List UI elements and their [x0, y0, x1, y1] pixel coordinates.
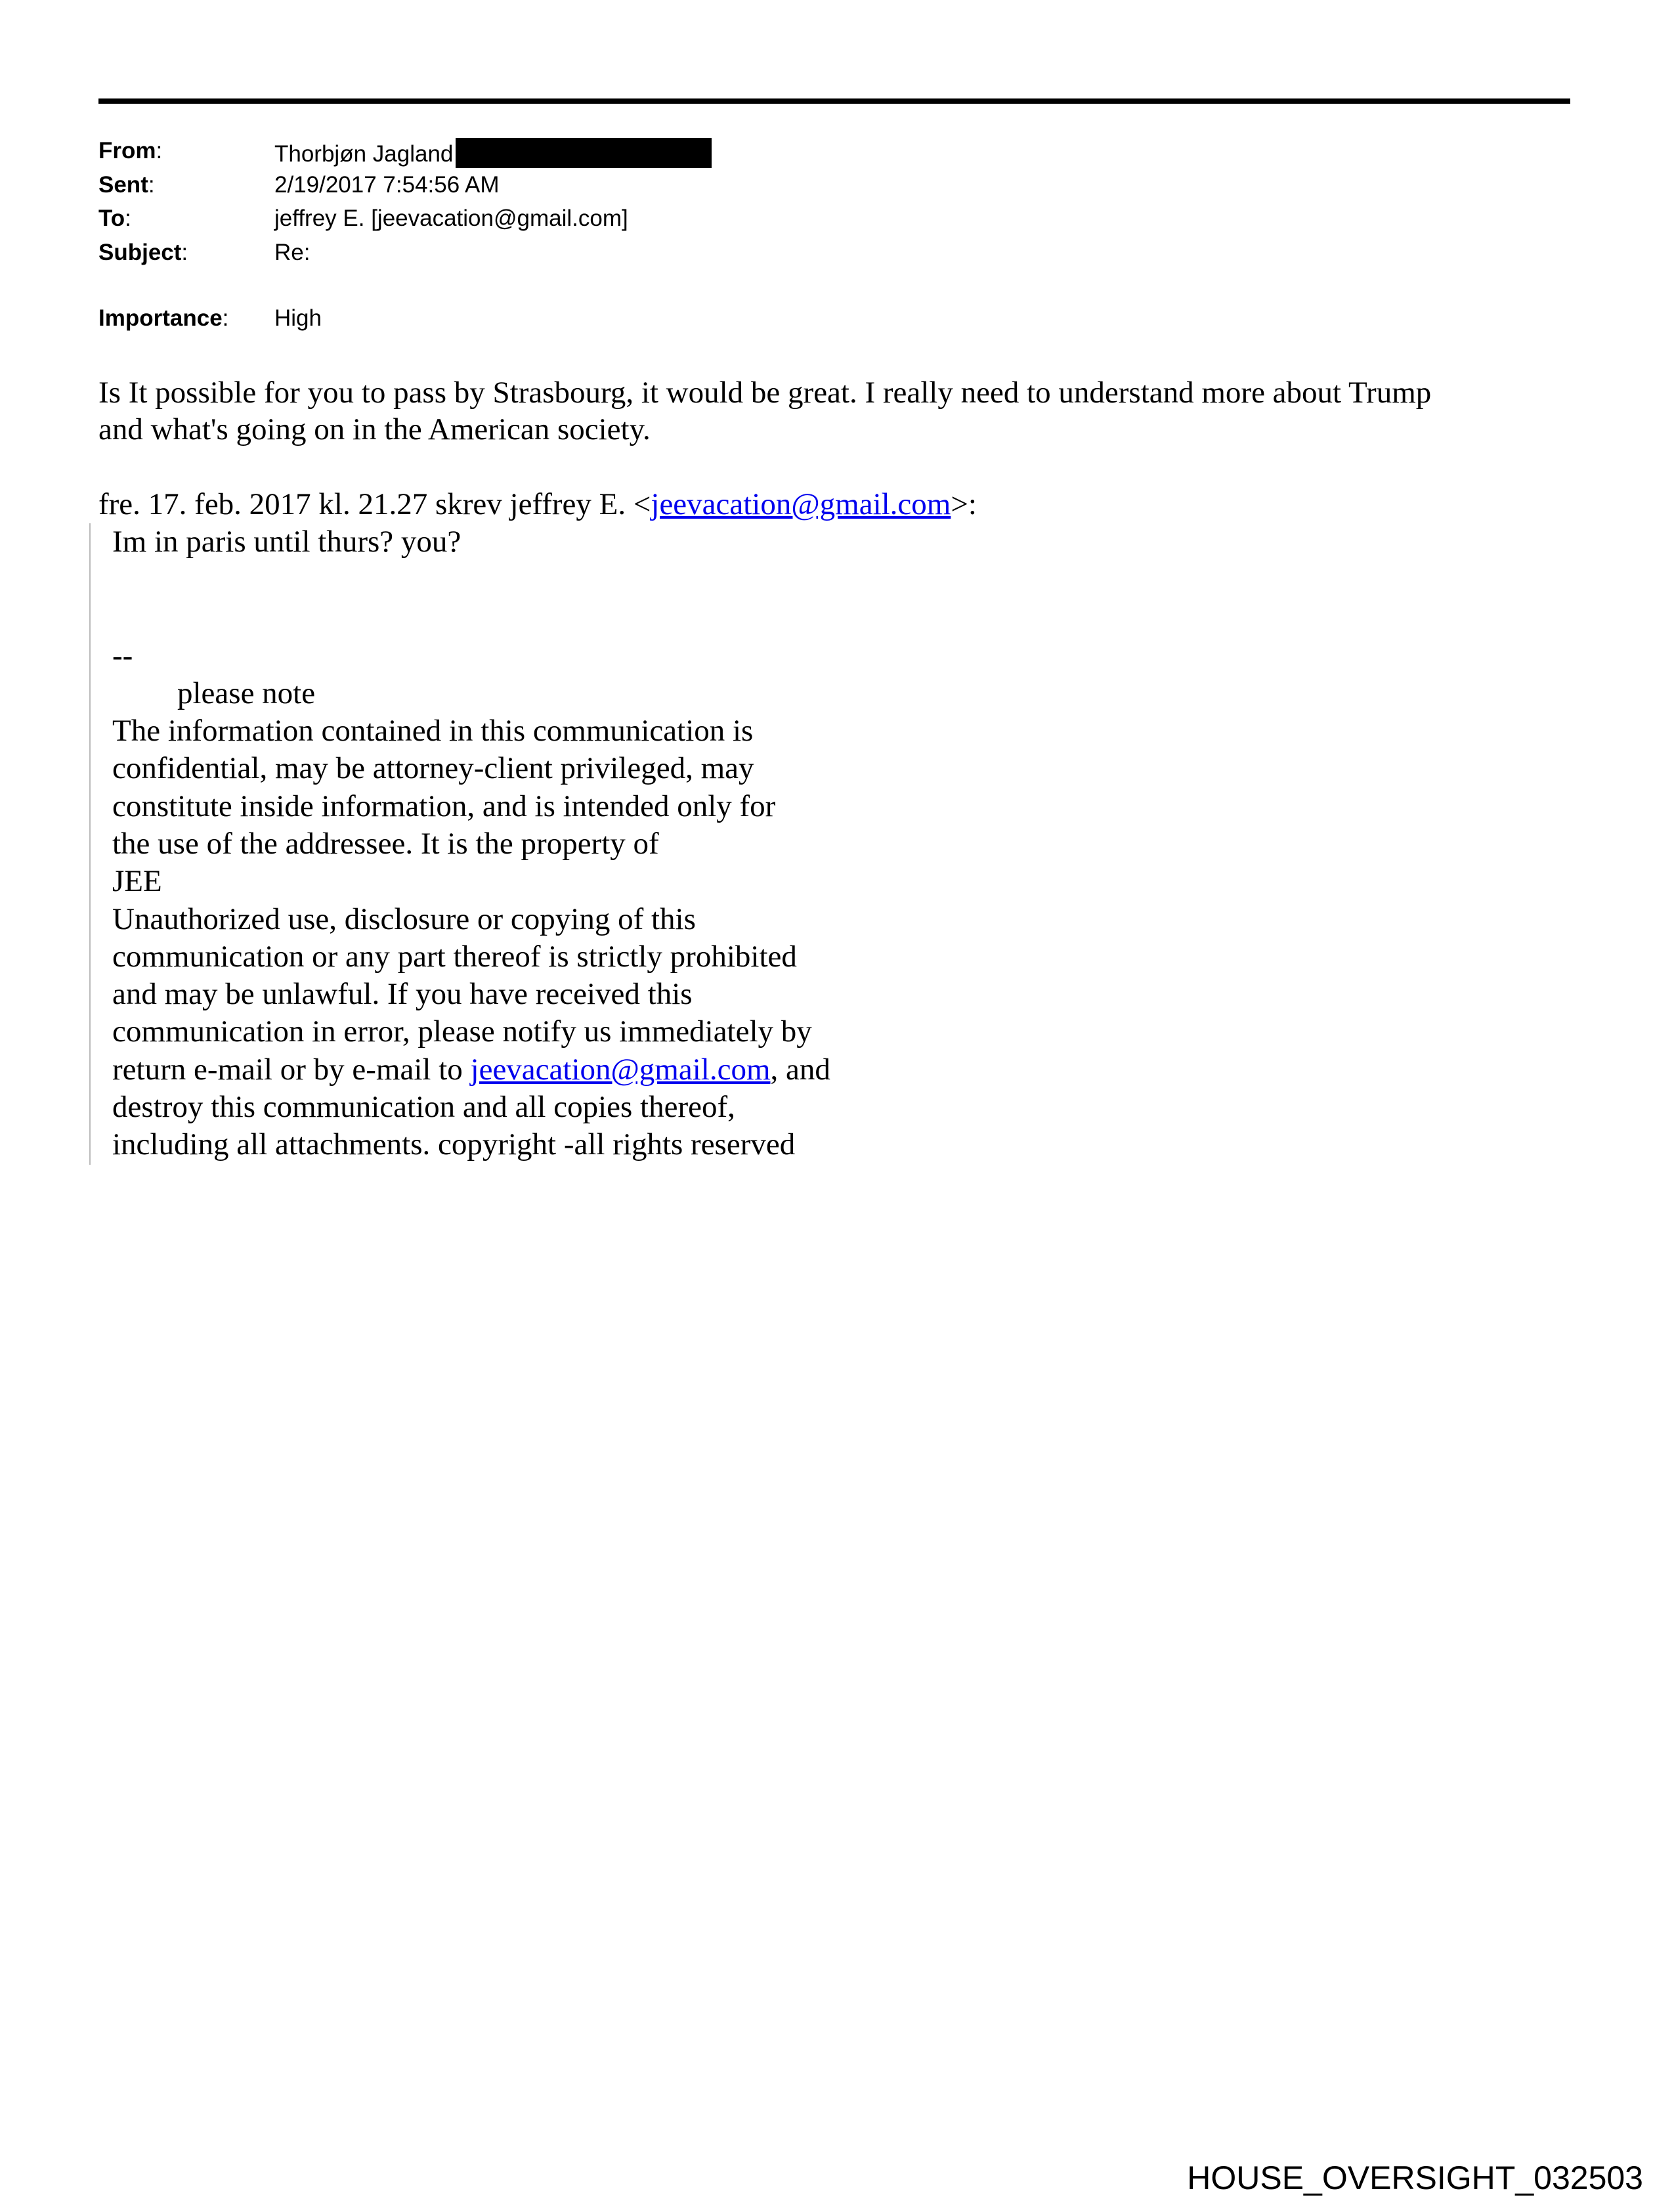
- disclaimer-line: the use of the addressee. It is the property of: [112, 826, 659, 861]
- disclaimer-line: confidential, may be attorney-client privileged, may: [112, 751, 754, 786]
- disclaimer-line: communication in error, please notify us immediately by: [112, 1014, 812, 1049]
- disclaimer-line: The information contained in this communication is: [112, 714, 754, 748]
- body-line: Is It possible for you to pass by Strasbourg, it would be great. I really need to understand more about Trump: [98, 376, 1432, 410]
- from-value: Thorbjøn Jagland: [274, 138, 712, 168]
- disclaimer-line: return e-mail or by e-mail to jeevacation@gmail.com, and: [112, 1052, 830, 1087]
- importance-label: Importance:: [98, 305, 229, 331]
- subject-label: Subject:: [98, 240, 188, 265]
- disclaimer-line: constitute inside information, and is intended only for: [112, 789, 776, 823]
- please-note: please note: [177, 676, 316, 710]
- quote-bar: [89, 523, 91, 1165]
- sent-label: Sent:: [98, 172, 155, 198]
- header-rule: [98, 98, 1570, 104]
- subject-value: Re:: [274, 240, 311, 265]
- disclaimer-line: destroy this communication and all copies thereof,: [112, 1090, 735, 1124]
- importance-value: High: [274, 305, 322, 331]
- disclaimer-line: Unauthorized use, disclosure or copying of this: [112, 901, 696, 936]
- redaction-box: [456, 138, 712, 168]
- signature-dash: --: [112, 639, 133, 673]
- disclaimer-line: including all attachments. copyright -all rights reserved: [112, 1127, 796, 1161]
- email-link[interactable]: jeevacation@gmail.com: [470, 1052, 771, 1087]
- quoted-message: Im in paris until thurs? you?: [112, 525, 461, 559]
- from-label: From:: [98, 138, 163, 163]
- disclaimer-line: communication or any part thereof is strictly prohibited: [112, 939, 797, 974]
- quote-intro: fre. 17. feb. 2017 kl. 21.27 skrev jeffrey E. <jeevacation@gmail.com>:: [98, 487, 977, 521]
- to-label: To:: [98, 206, 131, 231]
- disclaimer-line: JEE: [112, 864, 162, 899]
- body-line: and what's going on in the American society.: [98, 412, 651, 446]
- bates-number: HOUSE_OVERSIGHT_032503: [1187, 2159, 1643, 2196]
- disclaimer-line: and may be unlawful. If you have received this: [112, 977, 693, 1012]
- email-link[interactable]: jeevacation@gmail.com: [651, 487, 951, 521]
- sent-value: 2/19/2017 7:54:56 AM: [274, 172, 500, 198]
- to-value: jeffrey E. [jeevacation@gmail.com]: [274, 206, 628, 231]
